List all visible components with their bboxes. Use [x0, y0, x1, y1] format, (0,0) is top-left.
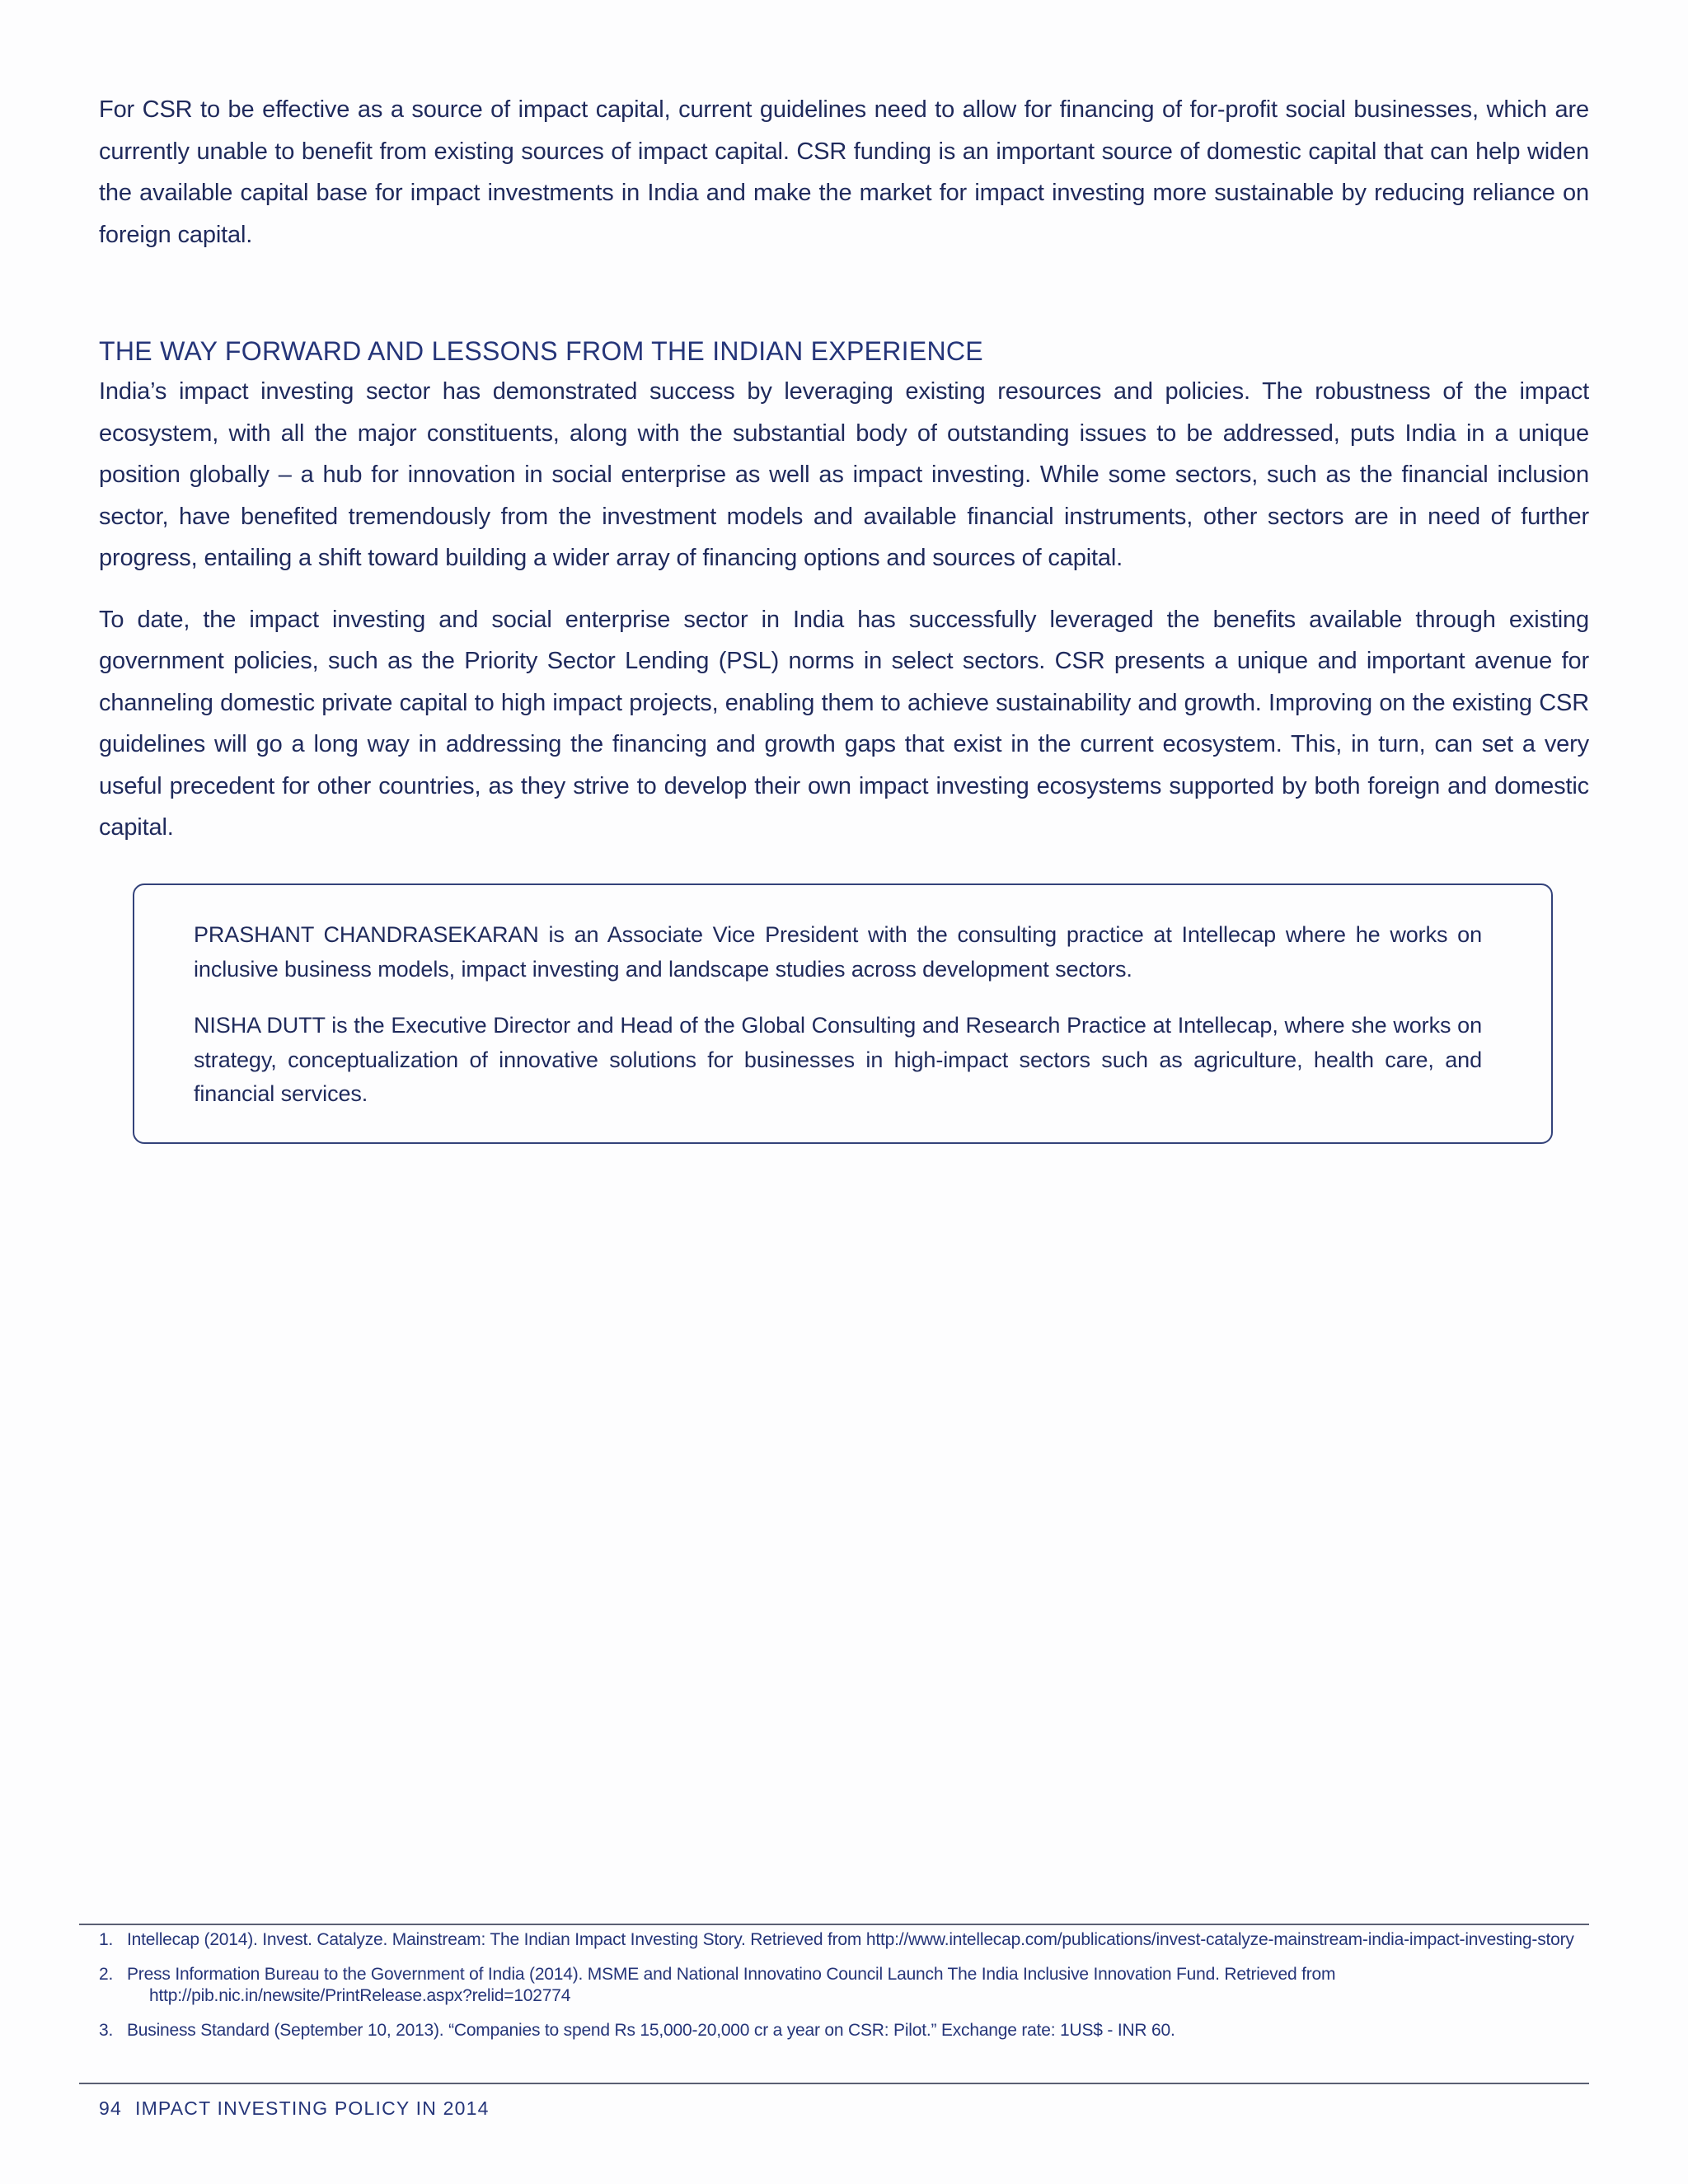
footnotes-list — [99, 1929, 1582, 2055]
footnote-1 — [99, 1929, 1582, 1951]
footnote-number: 2. — [99, 1965, 114, 1984]
publication-title: IMPACT INVESTING POLICY IN 2014 — [134, 2097, 490, 2119]
footnote-number: 1. — [99, 1930, 114, 1949]
footnote-divider — [79, 1924, 1589, 1925]
author-bio-box — [133, 883, 1553, 1144]
footnote-3 — [99, 2020, 1582, 2041]
main-content — [99, 89, 1589, 849]
footer-divider — [79, 2083, 1589, 2084]
page-number: 94 — [99, 2097, 122, 2119]
section-paragraph-2: To date, the impact investing and social enterprise sector in India has successfully leveraged the benefits available through existing government policies, such as the Priority Sector Lending (PSL) norms in select sectors. CSR presents a unique and important avenue for channeling domestic private capital to high impact projects, enabling them to achieve sustainability and growth. Improving on the existing CSR guidelines will go a long way in addressing the financing and growth gaps that exist in the current ecosystem. This, in turn, can set a very useful precedent for other countries, as they strive to develop their own impact investing ecosystems supported by both foreign and domestic capital. — [99, 606, 1589, 841]
footnote-2 — [99, 1964, 1582, 2007]
author-bio-prashant: PRASHANT CHANDRASEKARAN is an Associate Vice President with the consulting practice at Intellecap where he works on inclusive business models, impact investing and landscape studies across development sectors. — [194, 922, 1482, 982]
page-footer — [99, 2096, 490, 2121]
intro-paragraph: For CSR to be effective as a source of impact capital, current guidelines need to allow for financing of for-profit social businesses, which are currently unable to benefit from existing sources of impact capital. CSR funding is an important source of domestic capital that can help widen the available capital base for impact investments in India and make the market for impact investing more sustainable by reducing reliance on foreign capital. — [99, 96, 1589, 248]
section-heading: THE WAY FORWARD AND LESSONS FROM THE INDIAN EXPERIENCE — [99, 336, 983, 366]
author-bio-nisha: NISHA DUTT is the Executive Director and Head of the Global Consulting and Research Practice at Intellecap, where she works on strategy, conceptualization of innovative solutions for businesses in high-impact sectors such as agriculture, health care, and financial services. — [194, 1013, 1482, 1106]
footnote-text: Business Standard (September 10, 2013). “Companies to spend Rs 15,000-20,000 cr a year on CSR: Pilot.” Exchange rate: 1US$ - INR 60. — [127, 2021, 1175, 2040]
footnote-text: Intellecap (2014). Invest. Catalyze. Mainstream: The Indian Impact Investing Story. Retrieved from http://www.intellecap.com/publications/invest-catalyze-mainstream-india-impact-investing-story — [127, 1930, 1574, 1949]
section-paragraph-1: India’s impact investing sector has demonstrated success by leveraging existing resources and policies. The robustness of the impact ecosystem, with all the major constituents, along with the substantial body of outstanding issues to be addressed, puts India in a unique position globally – a hub for innovation in social enterprise as well as impact investing. While some sectors, such as the financial inclusion sector, have benefited tremendously from the investment models and available financial instruments, other sectors are in need of further progress, entailing a shift toward building a wider array of financing options and sources of capital. — [99, 378, 1589, 571]
footnote-number: 3. — [99, 2021, 114, 2040]
footnote-text: Press Information Bureau to the Government of India (2014). MSME and National Innovatino Council Launch The India Inclusive Innovation Fund. Retrieved from http://pib.nic.in/newsite/PrintRelease.aspx?relid=102774 — [127, 1965, 1336, 2005]
